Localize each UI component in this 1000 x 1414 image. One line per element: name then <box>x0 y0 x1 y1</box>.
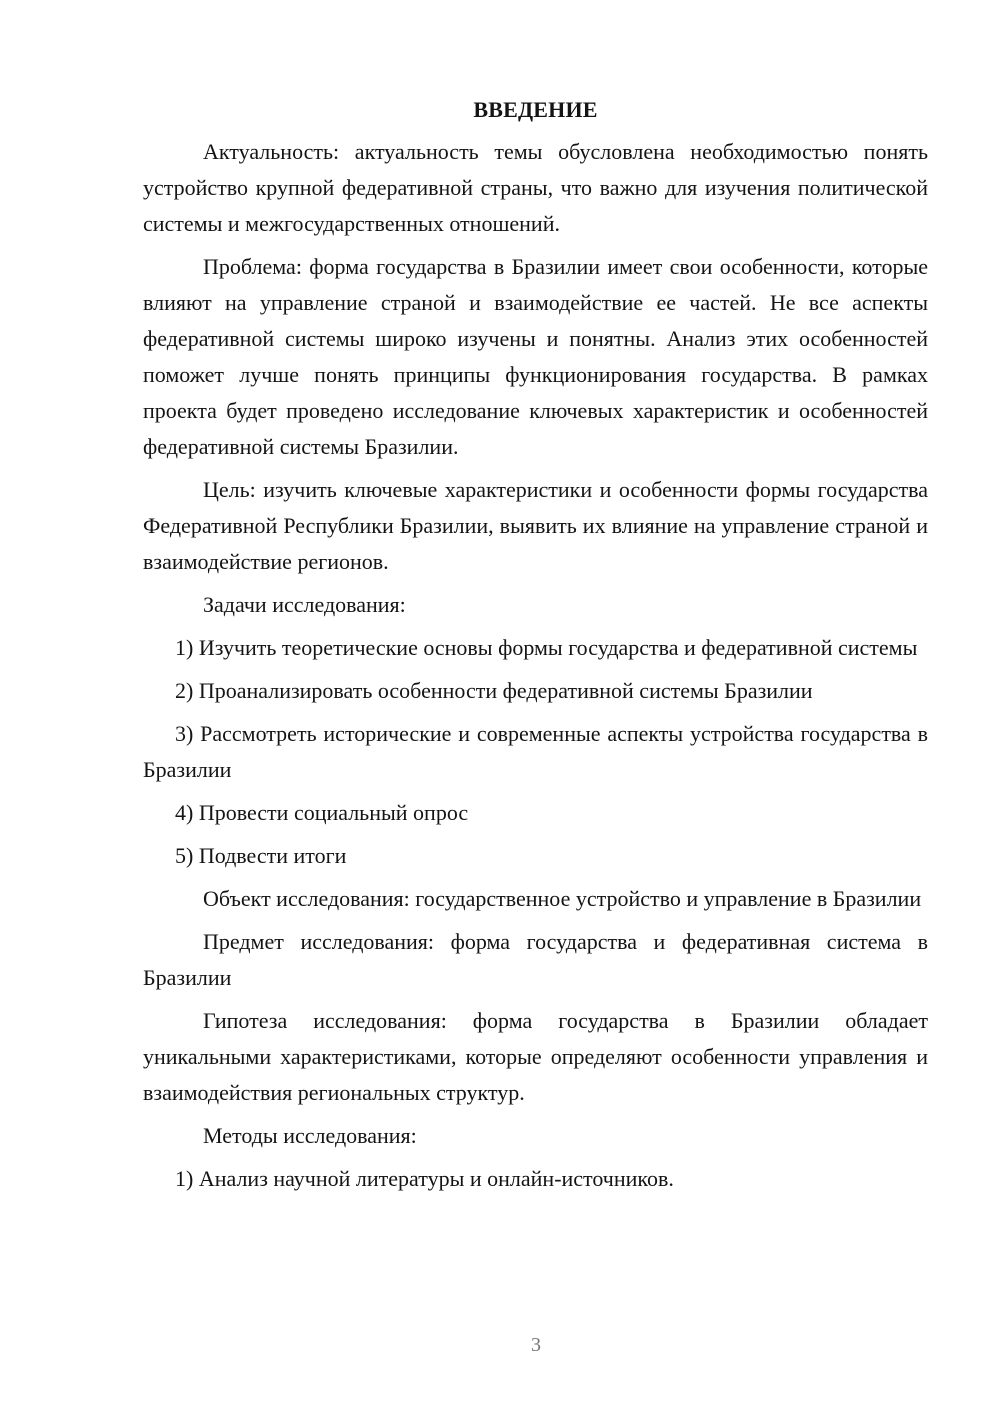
methods-heading: Методы исследования: <box>203 1123 417 1148</box>
page-number: 3 <box>531 1334 541 1356</box>
paragraph-problem: Проблема: форма государства в Бразилии имеет свои особенности, которые влияют на управление страной и взаимодействие ее частей. Не все аспекты федеративной системы широко изучены и понятны. Анализ этих особенностей поможет лучше понять принципы функционирования государства. В рамках проекта будет проведено исследование ключевых характеристик и особенностей федеративной системы Бразилии. <box>143 254 928 459</box>
task-item-3: 3) Рассмотреть исторические и современные аспекты устройства государства в Бразилии <box>143 721 928 782</box>
paragraph-object: Объект исследования: государственное устройство и управление в Бразилии <box>203 886 922 911</box>
tasks-heading: Задачи исследования: <box>203 592 406 617</box>
paragraph-goal: Цель: изучить ключевые характеристики и особенности формы государства Федеративной Республики Бразилии, выявить их влияние на управление страной и взаимодействие регионов. <box>143 477 928 574</box>
task-item-1: 1) Изучить теоретические основы формы государства и федеративной системы <box>175 635 918 660</box>
paragraph-relevance: Актуальность: актуальность темы обусловлена необходимостью понять устройство крупной федеративной страны, что важно для изучения политической системы и межгосударственных отношений. <box>143 139 928 236</box>
task-item-5: 5) Подвести итоги <box>175 843 347 868</box>
paragraph-subject: Предмет исследования: форма государства и федеративная система в Бразилии <box>143 929 928 990</box>
task-item-4: 4) Провести социальный опрос <box>175 800 469 825</box>
paragraph-hypothesis: Гипотеза исследования: форма государства в Бразилии обладает уникальными характеристиками, которые определяют особенности управления и взаимодействия региональных структур. <box>143 1008 928 1105</box>
task-item-2: 2) Проанализировать особенности федеративной системы Бразилии <box>175 678 813 703</box>
section-title: ВВЕДЕНИЕ <box>473 97 598 122</box>
page-content <box>143 93 928 1204</box>
method-item-1: 1) Анализ научной литературы и онлайн-источников. <box>175 1166 674 1191</box>
